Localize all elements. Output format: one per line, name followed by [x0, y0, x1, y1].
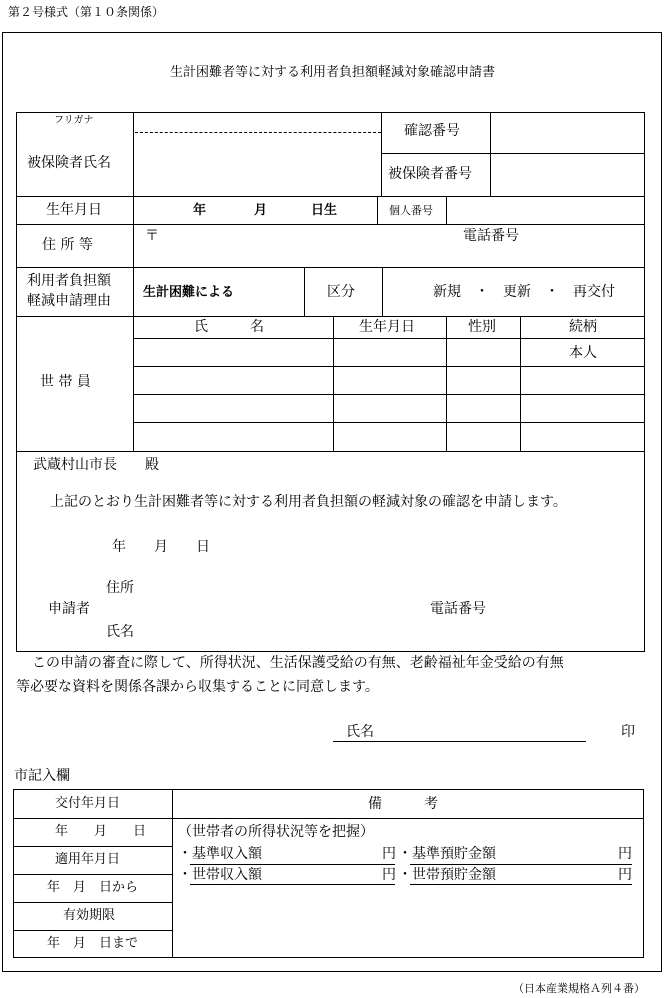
category-options[interactable]: 新規 ・ 更新 ・ 再交付 [433, 284, 615, 300]
birth-year-unit: 年 [193, 203, 207, 218]
personal-number-input[interactable] [449, 198, 643, 222]
household-relation-input[interactable] [523, 396, 643, 420]
household-header-name: 氏 名 [194, 319, 264, 335]
office-section-label: 市記入欄 [14, 768, 70, 784]
valid-label: 有効期限 [63, 908, 116, 923]
address-label: 住 所 等 [42, 237, 93, 253]
household-sex-input[interactable] [449, 368, 517, 392]
household-birth-input[interactable] [336, 368, 443, 392]
confirm-number-input[interactable] [493, 114, 643, 151]
issue-date-label: 交付年月日 [55, 796, 121, 811]
household-sex-input[interactable] [449, 340, 517, 364]
remarks-label: 備 考 [368, 796, 438, 812]
applicant-address-input[interactable] [146, 577, 416, 597]
personal-number-label: 個人番号 [389, 204, 433, 217]
reason-label-line1: 利用者負担額 [27, 273, 111, 289]
household-sex-input[interactable] [449, 396, 517, 420]
consent-line2: 等必要な資料を関係各課から収集することに同意します。 [16, 679, 379, 695]
birth-date-label: 生年月日 [46, 202, 102, 218]
form-number: 第２号様式（第１０条関係） [8, 5, 165, 19]
address-input[interactable] [162, 227, 452, 265]
household-relation-input[interactable] [523, 424, 643, 449]
address-phone-input[interactable] [530, 227, 643, 265]
household-sex-input[interactable] [449, 424, 517, 449]
household-savings-label: ・世帯預貯金額 [398, 867, 496, 883]
apply-date-label: 適用年月日 [55, 852, 121, 867]
insured-number-label: 被保険者番号 [388, 166, 472, 182]
footer-note: （日本産業規格Ａ列４番） [513, 982, 645, 995]
household-income-unit: 円 [382, 867, 396, 883]
birth-day-unit: 日生 [311, 203, 338, 218]
applicant-name-label: 氏名 [106, 624, 134, 640]
household-name-input[interactable] [136, 340, 330, 364]
addressee: 武蔵村山市長 殿 [33, 457, 159, 473]
category-label: 区分 [327, 284, 355, 300]
household-name-input[interactable] [136, 368, 330, 392]
household-label: 世 帯 員 [40, 374, 91, 390]
household-relation-input[interactable] [523, 368, 643, 392]
household-name-input[interactable] [136, 424, 330, 449]
postal-mark: 〒 [145, 228, 159, 244]
standard-income-unit: 円 [382, 846, 396, 862]
household-header-birth: 生年月日 [359, 319, 415, 335]
applicant-phone-label: 電話番号 [430, 601, 486, 617]
remarks-note: （世帯者の所得状況等を把握） [178, 824, 374, 840]
applicant-phone-input[interactable] [500, 598, 640, 618]
household-income-label: ・世帯収入額 [178, 867, 262, 883]
seal-label: 印 [621, 724, 635, 740]
standard-income-label: ・基準収入額 [178, 846, 262, 862]
applicant-name-input[interactable] [146, 621, 416, 641]
household-relation-self: 本人 [569, 345, 597, 361]
valid-until: 年 月 日まで [47, 936, 139, 951]
apply-from: 年 月 日から [47, 880, 139, 895]
standard-savings-label: ・基準預貯金額 [398, 846, 496, 862]
household-birth-input[interactable] [336, 396, 443, 420]
household-savings-unit: 円 [618, 867, 632, 883]
household-name-input[interactable] [136, 396, 330, 420]
birth-month-unit: 月 [254, 203, 268, 218]
insured-name-label: 被保険者氏名 [27, 155, 111, 171]
applicant-label: 申請者 [48, 601, 90, 617]
household-birth-input[interactable] [336, 340, 443, 364]
applicant-address-label: 住所 [106, 580, 134, 596]
insured-number-input[interactable] [493, 156, 643, 194]
consent-name-label: 氏名 [346, 724, 374, 740]
consent-line1: この申請の審査に際して、所得状況、生活保護受給の有無、老齢福祉年金受給の有無 [32, 655, 564, 671]
confirm-number-label: 確認番号 [404, 123, 460, 139]
household-birth-input[interactable] [336, 424, 443, 449]
furigana-label: フリガナ [54, 115, 94, 126]
reason-value: 生計困難による [143, 285, 235, 300]
consent-name-line [333, 741, 586, 742]
household-header-sex: 性別 [468, 319, 496, 335]
household-header-relation: 続柄 [569, 319, 597, 335]
form-title: 生計困難者等に対する利用者負担額軽減対象確認申請書 [169, 65, 495, 80]
address-phone-label: 電話番号 [463, 228, 519, 244]
reason-label-line2: 軽減申請理由 [27, 293, 111, 309]
application-statement: 上記のとおり生計困難者等に対する利用者負担額の軽減対象の確認を申請します。 [50, 494, 567, 510]
insured-name-input[interactable] [136, 136, 378, 194]
consent-name-input[interactable] [384, 722, 584, 740]
standard-savings-unit: 円 [618, 846, 632, 862]
application-date[interactable]: 年 月 日 [112, 539, 210, 555]
issue-date-value: 年 月 日 [55, 824, 147, 839]
furigana-input[interactable] [136, 114, 378, 130]
birth-date-input[interactable] [136, 198, 374, 222]
